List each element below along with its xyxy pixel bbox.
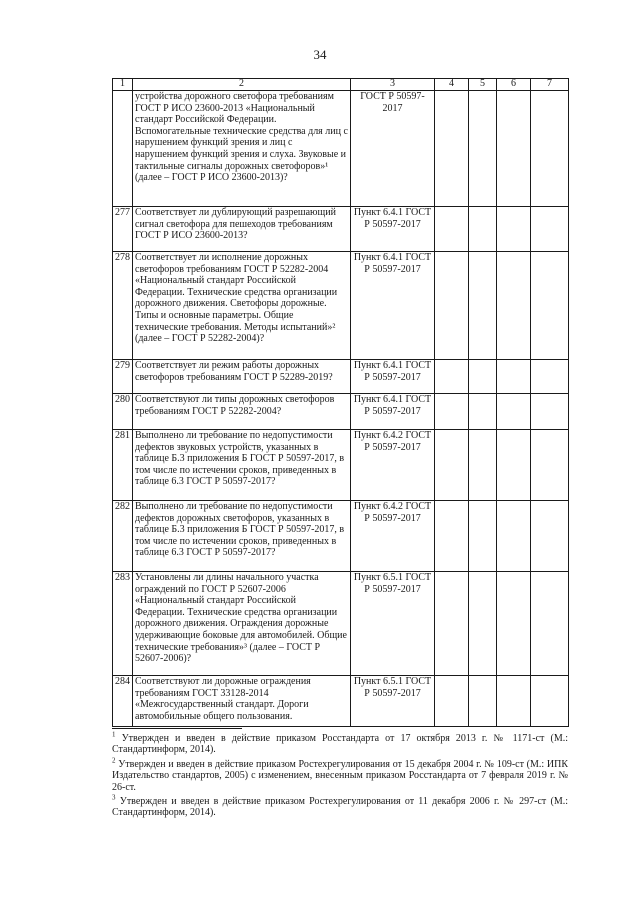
header-col-3: 3 (351, 79, 435, 91)
reference-cell: Пункт 6.4.2 ГОСТ Р 50597-2017 (351, 501, 435, 572)
answer-cell (435, 207, 469, 252)
header-col-7: 7 (531, 79, 569, 91)
footnote-text: Утвержден и введен в действие приказом Росстандарта от 17 октября 2013 г. № 1171-ст (М.: Стандартинформ, 2014). (112, 733, 568, 756)
footnote-text: Утвержден и введен в действие приказом Ростехрегулирования от 11 декабря 2006 г. № 297-ст (М.: Стандартинформ, 2014). (112, 796, 569, 819)
header-col-6: 6 (497, 79, 531, 91)
reference-cell: Пункт 6.4.1 ГОСТ Р 50597-2017 (351, 394, 435, 430)
answer-cell (531, 252, 569, 360)
row-number: 279 (113, 360, 133, 394)
answer-cell (435, 360, 469, 394)
row-number: 284 (113, 676, 133, 727)
row-number: 282 (113, 501, 133, 572)
header-col-4: 4 (435, 79, 469, 91)
table-row (113, 394, 569, 430)
table-row (113, 430, 569, 501)
answer-cell (531, 207, 569, 252)
row-number: 280 (113, 394, 133, 430)
footnote-3 (112, 793, 569, 819)
question-cell: Выполнено ли требование по недопустимости дефектов дорожных светофоров, указанных в таблице Б.3 приложения Б ГОСТ Р 50597-2017, в том числе по истечении сроков, приведенных в таблице 6.3 ГОСТ Р 50597-2017? (133, 501, 351, 572)
answer-cell (531, 501, 569, 572)
answer-cell (497, 394, 531, 430)
table-row (113, 501, 569, 572)
row-number: 278 (113, 252, 133, 360)
reference-cell: Пункт 6.4.1 ГОСТ Р 50597-2017 (351, 252, 435, 360)
footnotes (112, 728, 568, 822)
question-cell: Соответствует ли режим работы дорожных светофоров требованиям ГОСТ Р 52289-2019? (133, 360, 351, 394)
answer-cell (469, 572, 497, 676)
table-row (113, 360, 569, 394)
footnote-2 (112, 756, 569, 793)
answer-cell (435, 430, 469, 501)
question-cell: Выполнено ли требование по недопустимости дефектов звуковых устройств, указанных в таблице Б.3 приложения Б ГОСТ Р 50597-2017, в том числе по истечении сроков, приведенных в таблице 6.3 ГОСТ Р 50597-2017? (133, 430, 351, 501)
answer-cell (469, 360, 497, 394)
answer-cell (497, 91, 531, 207)
answer-cell (469, 252, 497, 360)
reference-cell: Пункт 6.4.1 ГОСТ Р 50597-2017 (351, 207, 435, 252)
question-cell: устройства дорожного светофора требованиям ГОСТ Р ИСО 23600-2013 «Национальный стандарт Российской Федерации. Вспомогательные технические средства для лиц с нарушением функций зрения и лиц с нарушением функций зрения и слуха. Звуковые и тактильные сигналы дорожных светофоров»¹ (далее – ГОСТ Р ИСО 23600-2013)? (133, 91, 351, 207)
row-number: 281 (113, 430, 133, 501)
footnote-mark: 2 (112, 756, 116, 765)
answer-cell (435, 676, 469, 727)
answer-cell (469, 207, 497, 252)
answer-cell (531, 91, 569, 207)
page-number: 34 (313, 47, 327, 62)
answer-cell (469, 394, 497, 430)
answer-cell (435, 394, 469, 430)
reference-cell: ГОСТ Р 50597-2017 (351, 91, 435, 207)
answer-cell (469, 676, 497, 727)
header-col-5: 5 (469, 79, 497, 91)
question-cell: Соответствует ли дублирующий разрешающий сигнал светофора для пешеходов требованиям ГОСТ Р ИСО 23600-2013? (133, 207, 351, 252)
reference-cell: Пункт 6.4.1 ГОСТ Р 50597-2017 (351, 360, 435, 394)
table-row (113, 252, 569, 360)
header-row (113, 79, 569, 91)
reference-cell: Пункт 6.5.1 ГОСТ Р 50597-2017 (351, 676, 435, 727)
header-col-2: 2 (133, 79, 351, 91)
answer-cell (497, 430, 531, 501)
answer-cell (435, 252, 469, 360)
reference-cell: Пункт 6.5.1 ГОСТ Р 50597-2017 (351, 572, 435, 676)
answer-cell (435, 91, 469, 207)
table-row (113, 676, 569, 727)
reference-cell: Пункт 6.4.2 ГОСТ Р 50597-2017 (351, 430, 435, 501)
footnote-separator (112, 728, 242, 729)
table-row (113, 91, 569, 207)
table-row (113, 572, 569, 676)
answer-cell (531, 430, 569, 501)
footnote-text: Утвержден и введен в действие приказом Ростехрегулирования от 15 декабря 2004 г. № 109-ст (М.: ИПК Издательство стандартов, 2005) с изменением, внесенным приказом Росстандарта от 7 февраля 2019 г. № 26-ст. (112, 758, 569, 793)
header-col-1: 1 (113, 79, 133, 91)
footnote-1 (112, 730, 568, 756)
answer-cell (497, 252, 531, 360)
question-cell: Соответствуют ли дорожные ограждения требованиям ГОСТ 33128-2014 «Межгосударственный стандарт. Дороги автомобильные общего пользования. (133, 676, 351, 727)
row-number: 277 (113, 207, 133, 252)
answer-cell (469, 91, 497, 207)
answer-cell (497, 676, 531, 727)
answer-cell (497, 360, 531, 394)
answer-cell (435, 572, 469, 676)
answer-cell (497, 572, 531, 676)
answer-cell (497, 501, 531, 572)
checklist-table (112, 78, 569, 727)
footnote-mark: 1 (112, 730, 116, 739)
answer-cell (469, 430, 497, 501)
answer-cell (531, 394, 569, 430)
answer-cell (531, 676, 569, 727)
answer-cell (469, 501, 497, 572)
answer-cell (531, 360, 569, 394)
question-cell: Установлены ли длины начального участка ограждений по ГОСТ Р 52607-2006 «Национальный стандарт Российской Федерации. Технические средства организации дорожного движения. Ограждения дорожные удерживающие боковые для автомобилей. Общие технические требования»³ (далее – ГОСТ Р 52607-2006)? (133, 572, 351, 676)
row-number: 283 (113, 572, 133, 676)
question-cell: Соответствуют ли типы дорожных светофоров требованиям ГОСТ Р 52282-2004? (133, 394, 351, 430)
answer-cell (531, 572, 569, 676)
answer-cell (435, 501, 469, 572)
answer-cell (497, 207, 531, 252)
question-cell: Соответствует ли исполнение дорожных светофоров требованиям ГОСТ Р 52282-2004 «Национальный стандарт Российской Федерации. Технические средства организации дорожного движения. Светофоры дорожные. Типы и основные параметры. Общие технические требования. Методы испытаний»² (далее – ГОСТ Р 52282-2004)? (133, 252, 351, 360)
row-number (113, 91, 133, 207)
footnote-mark: 3 (112, 793, 116, 802)
table-row (113, 207, 569, 252)
